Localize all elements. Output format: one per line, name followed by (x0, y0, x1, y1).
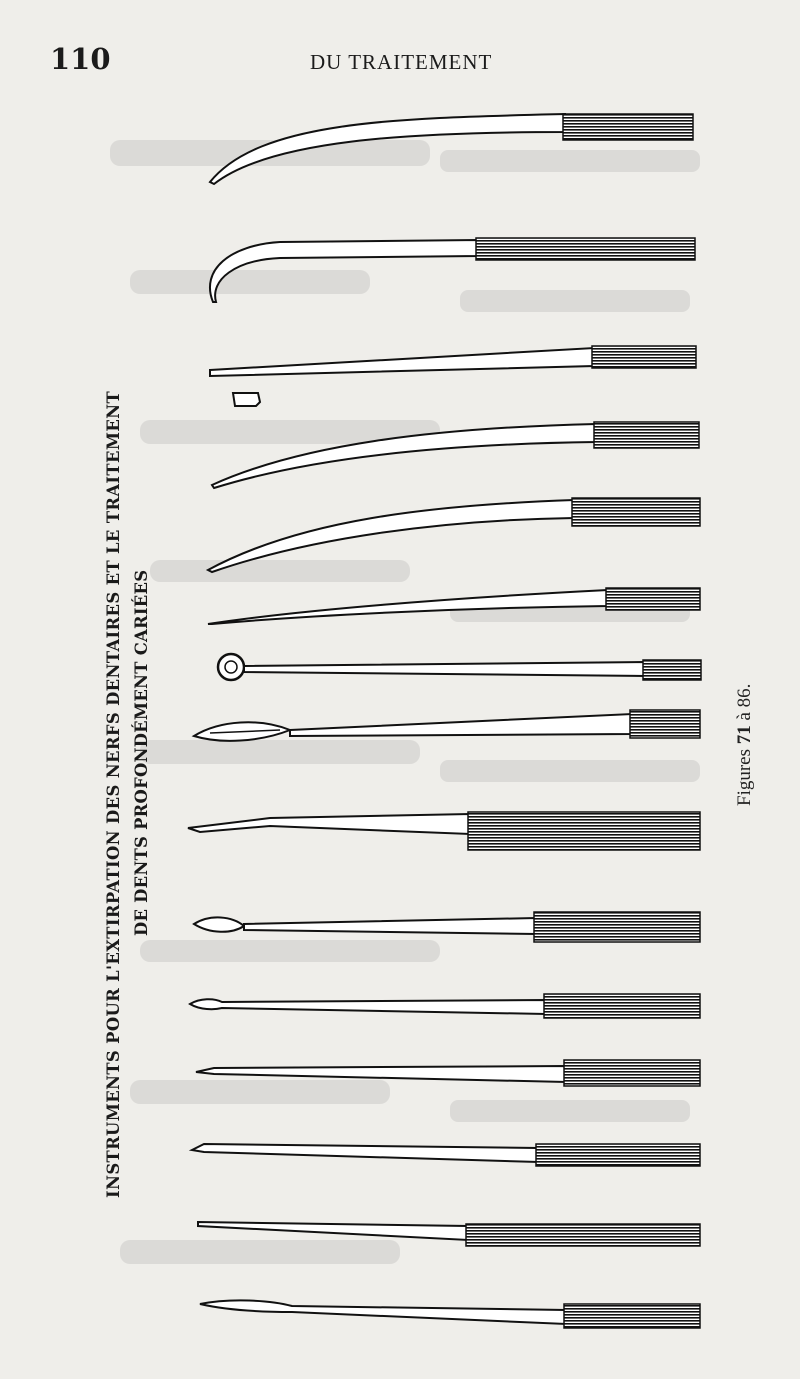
running-head: DU TRAITEMENT (310, 50, 493, 74)
instrument-figure-85 (200, 1300, 700, 1328)
caption-end-number: 86. (734, 683, 755, 708)
caption-start-number: 71 (734, 725, 755, 745)
instrument-figure-84 (198, 1222, 700, 1246)
plate-title-line-1: INSTRUMENTS POUR L'EXTIRPATION DES NERFS DENTAIRES ET LE TRAITEMENT (104, 390, 123, 1198)
instrument-figure-80 (194, 912, 700, 942)
plate-title-line-2: DE DENTS PROFONDÉMENT CARIÉES (132, 569, 151, 936)
instrument-figure-73 (210, 346, 696, 406)
instrument-figure-82 (196, 1060, 700, 1086)
caption-join: à (734, 712, 755, 721)
instrument-figure-72 (210, 238, 695, 302)
instrument-figure-83 (192, 1144, 700, 1166)
page-number: 110 (50, 42, 111, 76)
instrument-figure-71 (210, 114, 693, 184)
instrument-figure-81 (190, 994, 700, 1018)
instrument-figure-77 (218, 654, 701, 680)
instrument-figure-79 (188, 812, 700, 850)
instrument-figure-78 (194, 710, 700, 741)
instrument-figure-76 (208, 588, 700, 624)
instrument-figure-74 (212, 422, 699, 488)
caption-prefix: Figures (734, 749, 755, 806)
instrument-figure-75 (208, 498, 700, 572)
